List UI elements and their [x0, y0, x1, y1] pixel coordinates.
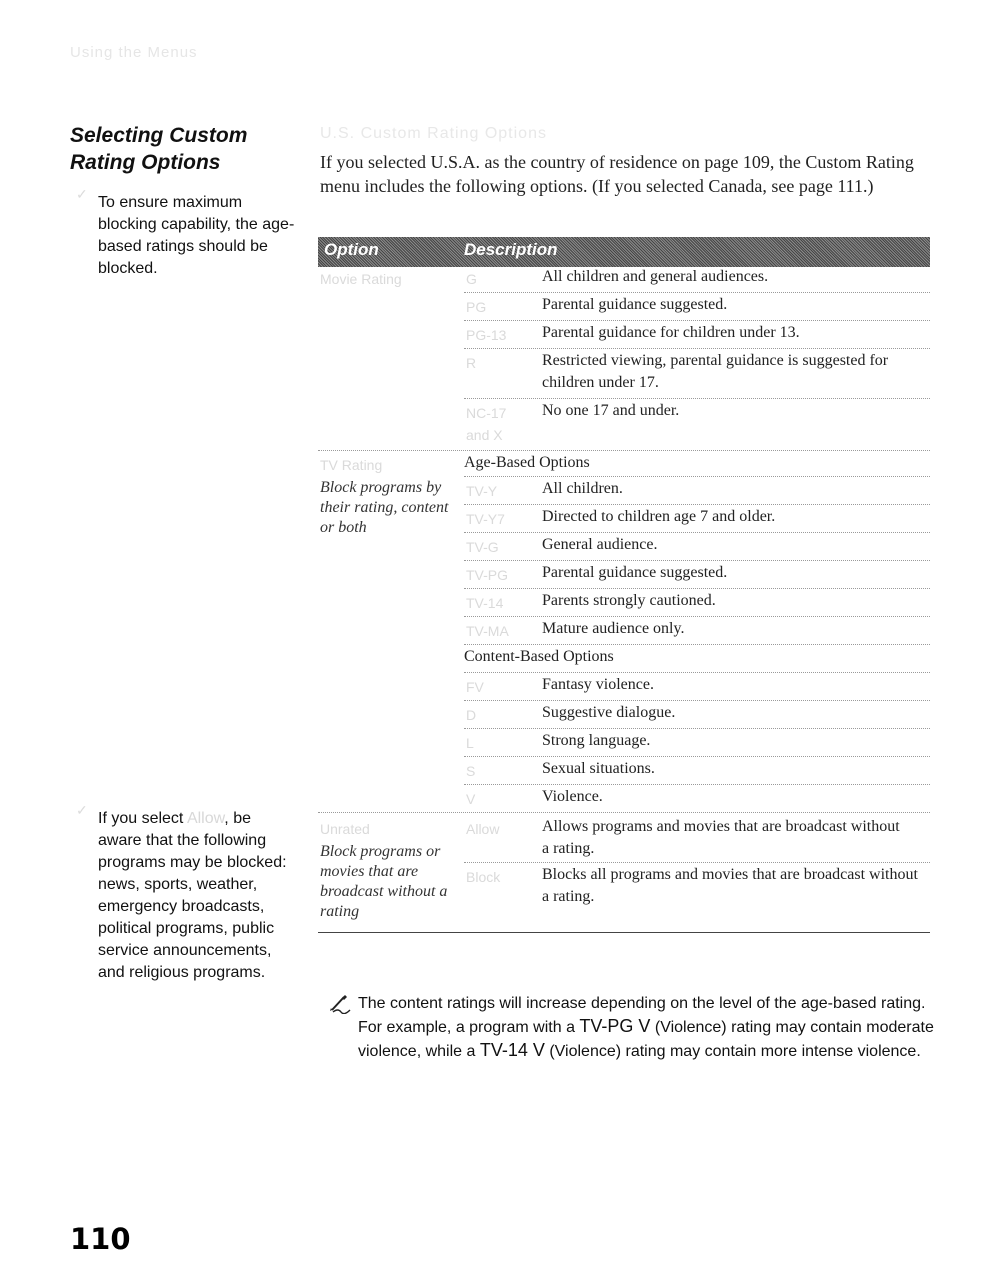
row-divider	[464, 644, 930, 645]
section-heading: U.S. Custom Rating Options	[320, 125, 547, 142]
description: Blocks all programs and movies that are broadcast without a rating.	[542, 866, 918, 905]
code: TV-G	[466, 539, 499, 555]
code: and X	[466, 427, 503, 443]
description: Suggestive dialogue.	[542, 704, 676, 721]
note-code-1: TV-PG V	[579, 1016, 651, 1036]
row-divider	[464, 616, 930, 617]
sidebar-tip-1-text: To ensure maximum blocking capability, the age-based ratings should be blocked.	[98, 194, 295, 277]
description: Parental guidance for children under 13.	[542, 324, 800, 341]
code: TV-14	[466, 595, 504, 611]
note-code-2: TV-14 V	[479, 1040, 545, 1060]
row-divider	[464, 756, 930, 757]
code: Allow	[466, 821, 500, 837]
description: All children.	[542, 480, 623, 497]
description: Parental guidance suggested.	[542, 296, 728, 313]
table-header-option: Option	[324, 240, 379, 259]
description: Mature audience only.	[542, 620, 685, 637]
note-text-1: The content ratings will increase depending on the level of the age-based rating. For example, a program with a	[358, 995, 926, 1036]
table-header	[318, 237, 930, 267]
note-text-2: (Violence) rating may contain moderate violence, while a	[358, 1019, 934, 1060]
note-pencil-icon	[328, 994, 352, 1014]
row-divider	[464, 588, 930, 589]
code: TV-Y	[466, 483, 498, 499]
unrated-note: Block programs or movies that are broadcast without a rating	[320, 843, 448, 920]
note-text-3: (Violence) rating may contain more intense violence.	[544, 1043, 921, 1060]
code: L	[466, 735, 474, 751]
description: Parents strongly cautioned.	[542, 592, 716, 609]
sidebar-tip-1	[98, 192, 298, 280]
description: Strong language.	[542, 732, 651, 749]
code: R	[466, 355, 477, 371]
sidebar-tip-2-prefix: If you select	[98, 810, 184, 827]
code: V	[466, 791, 476, 807]
row-divider	[464, 476, 930, 477]
row-divider	[464, 504, 930, 505]
row-divider	[464, 348, 930, 349]
code: G	[466, 271, 477, 287]
option-unrated: Unrated	[320, 821, 370, 837]
sidebar-title: Selecting Custom Rating Options	[70, 124, 248, 174]
row-divider	[464, 292, 930, 293]
code: Block	[466, 869, 501, 885]
option-tv-rating: TV Rating	[320, 457, 383, 473]
running-head: Using the Menus	[70, 44, 198, 61]
row-divider	[464, 532, 930, 533]
code: PG	[466, 299, 487, 315]
table-header-description: Description	[464, 240, 558, 259]
tip-icon: ✓	[76, 802, 88, 818]
description: Restricted viewing, parental guidance is suggested for children under 17.	[542, 352, 889, 391]
row-divider	[464, 784, 930, 785]
code: TV-Y7	[466, 511, 505, 527]
row-divider	[464, 320, 930, 321]
code: TV-MA	[466, 623, 509, 639]
description: General audience.	[542, 536, 658, 553]
description: Sexual situations.	[542, 760, 655, 777]
description: Directed to children age 7 and older.	[542, 508, 776, 525]
row-divider	[318, 450, 930, 451]
age-based-heading: Age-Based Options	[464, 454, 590, 471]
code: D	[466, 707, 477, 723]
content-based-heading: Content-Based Options	[464, 648, 614, 665]
tv-rating-note: Block programs by their rating, content or both	[320, 479, 449, 536]
note-paragraph	[358, 993, 938, 1063]
intro-paragraph: If you selected U.S.A. as the country of residence on page 109, the Custom Rating menu includes the following options. (If you selected Canada, see page 111.)	[320, 152, 914, 196]
code: S	[466, 763, 476, 779]
row-divider	[318, 812, 930, 813]
description: Violence.	[542, 788, 603, 805]
description: All children and general audiences.	[542, 268, 769, 285]
row-divider	[464, 728, 930, 729]
tip-icon: ✓	[76, 186, 88, 202]
code: NC-17	[466, 405, 507, 421]
description: Allows programs and movies that are broadcast without a rating.	[542, 818, 900, 857]
row-divider	[464, 672, 930, 673]
row-divider	[464, 560, 930, 561]
code: PG-13	[466, 327, 507, 343]
code: FV	[466, 679, 484, 695]
sidebar-tip-2	[98, 808, 298, 984]
description: Parental guidance suggested.	[542, 564, 728, 581]
page-number: 110	[70, 1222, 131, 1256]
table-bottom-rule	[318, 932, 930, 933]
sidebar-tip-2-faint: Allow	[186, 810, 225, 827]
sidebar-tip-2-suffix: , be aware that the following programs may be blocked: news, sports, weather, emergency broadcasts, political programs, public service announcements, and religious programs.	[98, 810, 287, 981]
code: TV-PG	[466, 567, 509, 583]
row-divider	[464, 398, 930, 399]
description: Fantasy violence.	[542, 676, 654, 693]
option-movie-rating: Movie Rating	[320, 271, 402, 287]
row-divider	[464, 862, 930, 863]
description: No one 17 and under.	[542, 402, 680, 419]
row-divider	[464, 700, 930, 701]
